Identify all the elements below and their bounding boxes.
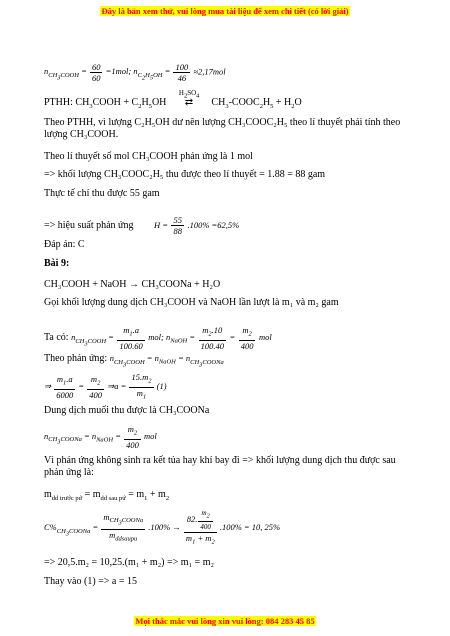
concentration-line: $C\%_{CH_3COONa}$ = $\frac{m_{CH_3COONa}}{m_{ddsaupu}}$ .100% → 82. $\frac{m_2}{400}$ $m_1 + m_2$ .100% = 10, 25% bbox=[44, 509, 281, 547]
paragraph-actual-mass: Thực tế chỉ thu được 55 gam bbox=[44, 188, 160, 199]
mol-salt-line: $n_{CH_3COONa} = n_{NaOH}$ = $\frac{m_2}{400}$ mol bbox=[44, 424, 157, 450]
exercise-heading: Bài 9: bbox=[44, 258, 70, 269]
equation-1-line: ⇒ $\frac{m_1.a}{6000}$ = $\frac{m_2}{400}$ ⇒a = $\frac{15.m_2}{m_1}$ (1) bbox=[44, 372, 167, 401]
efficiency-line: => hiệu suất phản ứng H = $\frac{55}{88}$ .100% =62,5% bbox=[44, 215, 240, 237]
paragraph-theoretical-mol: Theo lí thuyết số mol CH₃COOH phản ứng là 1 mol bbox=[44, 151, 253, 162]
paragraph-let: Gọi khối lượng dung dịch CH₃COOH và NaOH lần lượt là m₁ và m₂ gam bbox=[44, 297, 339, 308]
reaction-equation-2: CH₃COOH + NaOH → CH₃COONa + H₂O bbox=[44, 279, 221, 290]
paragraph-theoretical-mass: => khối lượng CH₃COOC₂H₅ thu được theo lí thuyết = 1.88 = 88 gam bbox=[44, 169, 326, 180]
reaction-equation: PTHH: $CH_3COOH + C_2H_5OH$ $H_2SO_4$ ⇄ $CH_3-COOC_2H_5 + H_2O$ bbox=[44, 89, 302, 110]
mass-conservation-line: $m_{dd trước pứ} = m_{dd sau pứ} = m_1 + m_2$ bbox=[44, 489, 170, 502]
paragraph-no-precipitate: Vì phản ứng không sinh ra kết tủa hay khí bay đi => khối lượng dung dịch thu được sau phản ứng là: bbox=[44, 455, 396, 478]
header-banner: Đây là bản xem thử, vui lòng mua tài liệu để xem chi tiết (có lời giải) bbox=[101, 6, 349, 16]
footer-banner: Mọi thắc mắc vui lòng xin vui lòng: 084 283 45 85 bbox=[135, 616, 315, 626]
ta-co-line: Ta có: $n_{CH_3COOH}$ = $\frac{m_1.a}{100.60}$ mol; $n_{NaOH}$ = $\frac{m_2.10}{100.40}$ = $\frac{m_2}{400}$ mol bbox=[44, 324, 272, 351]
mol-calc-line: $n_{CH_3COOH}$ = $\frac{60}{60}$ =1mol; $n_{C_2H_5OH}$ = $\frac{100}{46}$ ≈2,17mol bbox=[44, 62, 226, 83]
answer-line: Đáp án: C bbox=[44, 239, 85, 250]
paragraph-salt: Dung dịch muối thu được là CH₃COONa bbox=[44, 405, 210, 416]
theo-phan-ung-line: Theo phản ứng: $n_{CH_3COOH} = n_{NaOH} = n_{CH_3COONa}$ bbox=[44, 353, 224, 368]
paragraph-result: Thay vào (1) => a = 15 bbox=[44, 576, 138, 587]
paragraph-derivation: => 20,5.m₂ = 10,25.(m₁ + m₂) => m₁ = m₂ bbox=[44, 557, 214, 568]
paragraph-theo-pthh: Theo PTHH, vì lượng C₂H₅OH dư nên lượng CH₃COOC₂H₅ theo lí thuyết phải tính theo lượng CH₃COOH. bbox=[44, 117, 401, 140]
